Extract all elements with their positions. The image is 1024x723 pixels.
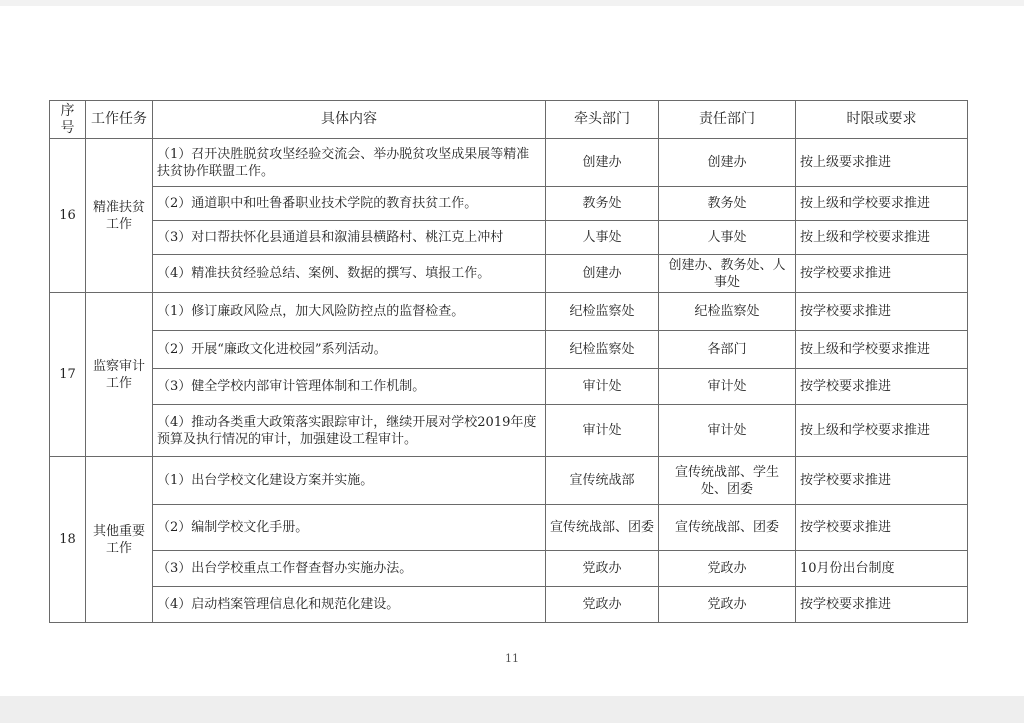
content-cell: （3）对口帮扶怀化县通道县和溆浦县横路村、桃江克上冲村	[153, 221, 546, 255]
content-cell: （3）出台学校重点工作督查督办实施办法。	[153, 551, 546, 587]
seq-cell: 16	[50, 139, 86, 293]
lead-dept-cell: 宣传统战部	[546, 457, 659, 505]
seq-cell: 17	[50, 293, 86, 457]
resp-dept-cell: 人事处	[659, 221, 796, 255]
table-row	[50, 405, 968, 457]
resp-dept-cell: 宣传统战部、团委	[659, 505, 796, 551]
deadline-cell: 按上级和学校要求推进	[796, 405, 968, 457]
resp-dept-cell: 宣传统战部、学生处、团委	[659, 457, 796, 505]
table-row	[50, 139, 968, 187]
work-plan-table	[49, 100, 968, 623]
resp-dept-cell: 党政办	[659, 587, 796, 623]
scan-bottom-edge	[0, 696, 1024, 723]
content-cell: （1）召开决胜脱贫攻坚经验交流会、举办脱贫攻坚成果展等精准扶贫协作联盟工作。	[153, 139, 546, 187]
task-cell: 精准扶贫工作	[86, 139, 153, 293]
table-row	[50, 221, 968, 255]
table-row	[50, 331, 968, 369]
lead-dept-cell: 纪检监察处	[546, 293, 659, 331]
header-seq: 序号	[50, 101, 86, 139]
header-task: 工作任务	[86, 101, 153, 139]
deadline-cell: 按学校要求推进	[796, 293, 968, 331]
content-cell: （4）推动各类重大政策落实跟踪审计，继续开展对学校2019年度预算及执行情况的审计，加强建设工程审计。	[153, 405, 546, 457]
header-lead-dept: 牵头部门	[546, 101, 659, 139]
table-row	[50, 457, 968, 505]
content-cell: （1）修订廉政风险点，加大风险防控点的监督检查。	[153, 293, 546, 331]
table-row	[50, 587, 968, 623]
lead-dept-cell: 纪检监察处	[546, 331, 659, 369]
resp-dept-cell: 教务处	[659, 187, 796, 221]
page-number: 11	[505, 652, 519, 665]
table-row	[50, 369, 968, 405]
lead-dept-cell: 宣传统战部、团委	[546, 505, 659, 551]
deadline-cell: 按上级和学校要求推进	[796, 331, 968, 369]
deadline-cell: 按学校要求推进	[796, 369, 968, 405]
resp-dept-cell: 纪检监察处	[659, 293, 796, 331]
deadline-cell: 10月份出台制度	[796, 551, 968, 587]
task-cell: 其他重要工作	[86, 457, 153, 623]
lead-dept-cell: 党政办	[546, 587, 659, 623]
lead-dept-cell: 创建办	[546, 139, 659, 187]
resp-dept-cell: 各部门	[659, 331, 796, 369]
lead-dept-cell: 创建办	[546, 255, 659, 293]
seq-cell: 18	[50, 457, 86, 623]
lead-dept-cell: 审计处	[546, 369, 659, 405]
header-resp-dept: 责任部门	[659, 101, 796, 139]
header-row	[50, 101, 968, 139]
lead-dept-cell: 审计处	[546, 405, 659, 457]
deadline-cell: 按学校要求推进	[796, 457, 968, 505]
resp-dept-cell: 审计处	[659, 405, 796, 457]
table-row	[50, 255, 968, 293]
deadline-cell: 按学校要求推进	[796, 505, 968, 551]
header-deadline: 时限或要求	[796, 101, 968, 139]
lead-dept-cell: 人事处	[546, 221, 659, 255]
resp-dept-cell: 审计处	[659, 369, 796, 405]
resp-dept-cell: 创建办、教务处、人事处	[659, 255, 796, 293]
content-cell: （4）启动档案管理信息化和规范化建设。	[153, 587, 546, 623]
table-row	[50, 551, 968, 587]
deadline-cell: 按学校要求推进	[796, 587, 968, 623]
task-cell: 监察审计工作	[86, 293, 153, 457]
content-cell: （2）开展“廉政文化进校园”系列活动。	[153, 331, 546, 369]
content-cell: （4）精准扶贫经验总结、案例、数据的撰写、填报工作。	[153, 255, 546, 293]
table-row	[50, 293, 968, 331]
resp-dept-cell: 创建办	[659, 139, 796, 187]
deadline-cell: 按上级要求推进	[796, 139, 968, 187]
table-row	[50, 187, 968, 221]
deadline-cell: 按上级和学校要求推进	[796, 187, 968, 221]
table-row	[50, 505, 968, 551]
content-cell: （1）出台学校文化建设方案并实施。	[153, 457, 546, 505]
lead-dept-cell: 教务处	[546, 187, 659, 221]
content-cell: （2）通道职中和吐鲁番职业技术学院的教育扶贫工作。	[153, 187, 546, 221]
resp-dept-cell: 党政办	[659, 551, 796, 587]
content-cell: （2）编制学校文化手册。	[153, 505, 546, 551]
content-cell: （3）健全学校内部审计管理体制和工作机制。	[153, 369, 546, 405]
header-content: 具体内容	[153, 101, 546, 139]
deadline-cell: 按学校要求推进	[796, 255, 968, 293]
deadline-cell: 按上级和学校要求推进	[796, 221, 968, 255]
scan-top-edge	[0, 0, 1024, 6]
lead-dept-cell: 党政办	[546, 551, 659, 587]
